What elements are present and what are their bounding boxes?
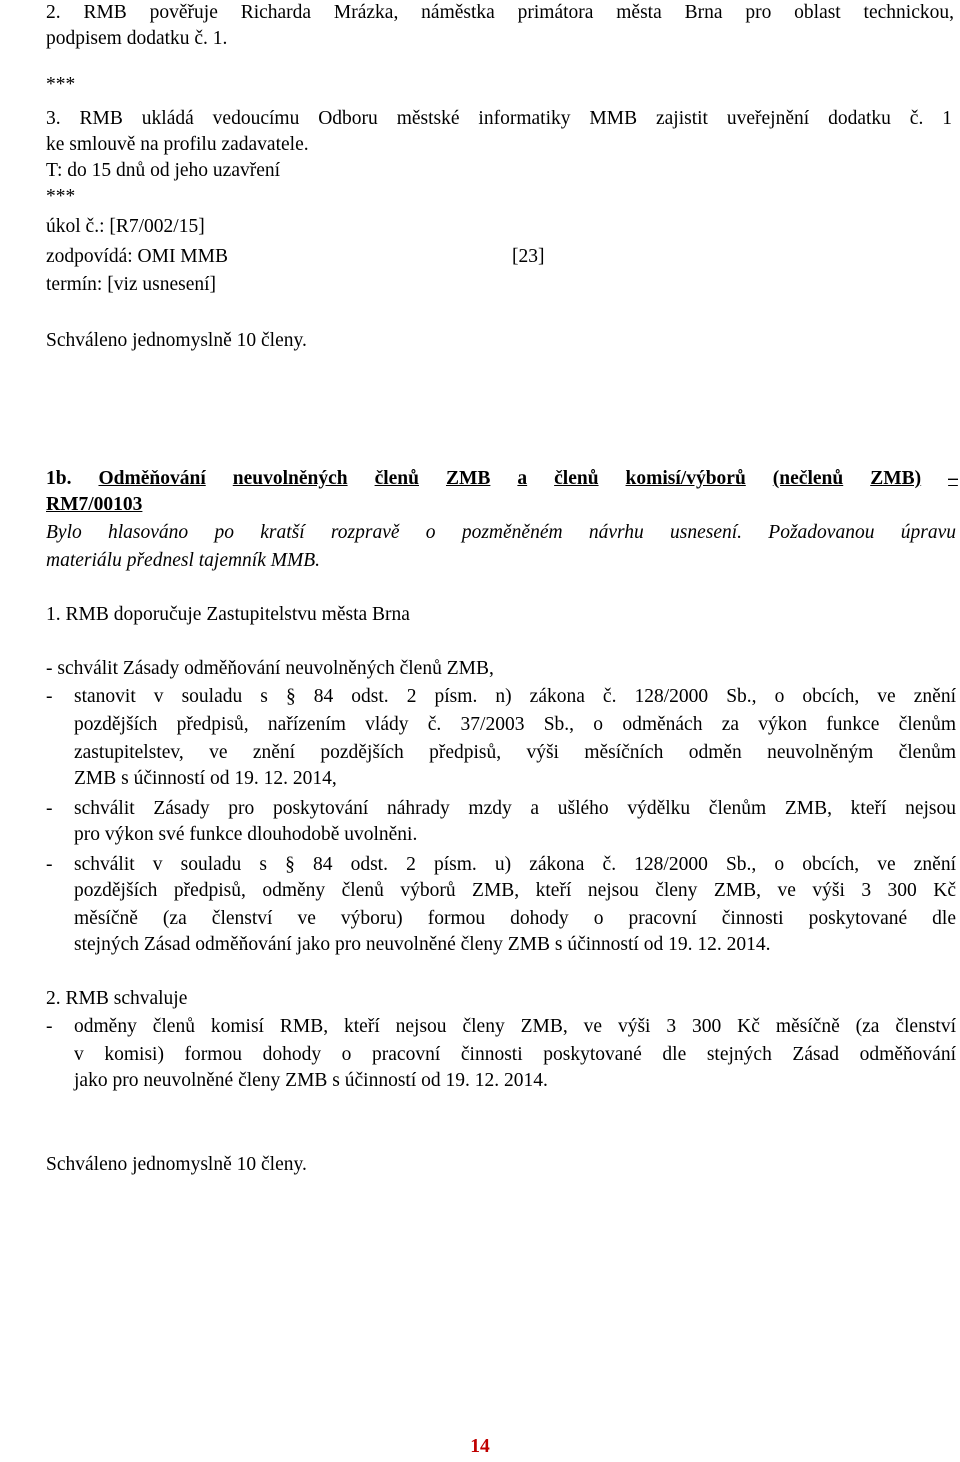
- bullet-dash: -: [46, 686, 53, 707]
- bullet-line: v komisi) formou dohody o pracovní činnosti poskytované dle stejných Zásad odměňování: [74, 1044, 956, 1065]
- heading-word: komisí/výborů: [625, 468, 746, 489]
- voting-note: Bylo hlasováno po kratší rozpravě o pozměněném návrhu usnesení. Požadovanou úpravu: [46, 522, 956, 543]
- reference-number: [23]: [512, 246, 545, 267]
- bullet-line: pozdějších předpisů, nařízením vlády č. 37/2003 Sb., o odměnách za výkon funkce členům: [74, 714, 956, 735]
- bullet-item: stanovit v souladu s § 84 odst. 2 písm. n) zákona č. 128/2000 Sb., o obcích, ve znění: [74, 686, 956, 707]
- bullet-item: schválit Zásady pro poskytování náhrady mzdy a ušlého výdělku členům ZMB, kteří nejsou: [74, 798, 956, 819]
- heading-word: neuvolněných: [232, 468, 348, 489]
- heading-word: –: [948, 468, 958, 489]
- bullet-line: jako pro neuvolněné členy ZMB s účinností od 19. 12. 2014.: [74, 1070, 548, 1091]
- term-line: termín: [viz usnesení]: [46, 274, 217, 295]
- heading-word: ZMB: [445, 468, 491, 489]
- heading-word: ZMB): [870, 468, 922, 489]
- section-heading: [46, 466, 958, 492]
- heading-word: (nečlenů: [772, 468, 844, 489]
- approval-statement: Schváleno jednomyslně 10 členy.: [46, 330, 307, 351]
- bullet-line: pro výkon své funkce dlouhodobě uvolněni.: [74, 824, 418, 845]
- heading-word: Odměňování: [98, 468, 206, 489]
- bullet-line: stejných Zásad odměňování jako pro neuvolněné členy ZMB s účinností od 19. 12. 2014.: [74, 934, 771, 955]
- heading-word: a: [517, 468, 528, 489]
- paragraph-line: podpisem dodatku č. 1.: [46, 28, 228, 49]
- bullet-line: ZMB s účinností od 19. 12. 2014,: [74, 768, 337, 789]
- bullet-line: pozdějších předpisů, odměny členů výborů ZMB, kteří nejsou členy ZMB, ve výši 3 300 Kč: [74, 880, 956, 901]
- bullet-line: měsíčně (za členství ve výboru) formou dohody o pracovní činnosti poskytované dle: [74, 908, 956, 929]
- paragraph-line: 3. RMB ukládá vedoucímu Odboru městské informatiky MMB zajistit uveřejnění dodatku č. 1: [46, 108, 952, 129]
- bullet-item: - schválit Zásady odměňování neuvolněných členů ZMB,: [46, 658, 494, 679]
- separator-stars: ***: [46, 74, 76, 95]
- responsible-line: zodpovídá: OMI MMB: [46, 246, 228, 267]
- bullet-dash: -: [46, 798, 53, 819]
- bullet-item: odměny členů komisí RMB, kteří nejsou členy ZMB, ve výši 3 300 Kč měsíčně (za členství: [74, 1016, 956, 1037]
- resolution-point: 2. RMB schvaluje: [46, 988, 188, 1009]
- voting-note: materiálu přednesl tajemník MMB.: [46, 550, 321, 571]
- bullet-dash: -: [46, 854, 53, 875]
- section-number: 1b.: [46, 468, 72, 489]
- bullet-dash: -: [46, 1016, 53, 1037]
- deadline-line: T: do 15 dnů od jeho uzavření: [46, 160, 281, 181]
- heading-word: členů: [554, 468, 599, 489]
- paragraph-line: 2. RMB pověřuje Richarda Mrázka, náměstka primátora města Brna pro oblast technickou,: [46, 2, 954, 23]
- material-code: RM7/00103: [46, 494, 143, 515]
- heading-word: členů: [374, 468, 419, 489]
- bullet-item: schválit v souladu s § 84 odst. 2 písm. u) zákona č. 128/2000 Sb., o obcích, ve znění: [74, 854, 956, 875]
- paragraph-line: ke smlouvě na profilu zadavatele.: [46, 134, 309, 155]
- bullet-line: zastupitelstev, ve znění pozdějších předpisů, výši měsíčních odměn neuvolněným členům: [74, 742, 956, 763]
- resolution-point: 1. RMB doporučuje Zastupitelstvu města Brna: [46, 604, 410, 625]
- page-number: 14: [470, 1436, 490, 1457]
- separator-stars: ***: [46, 186, 76, 207]
- approval-statement: Schváleno jednomyslně 10 členy.: [46, 1154, 307, 1175]
- task-number: úkol č.: [R7/002/15]: [46, 216, 205, 237]
